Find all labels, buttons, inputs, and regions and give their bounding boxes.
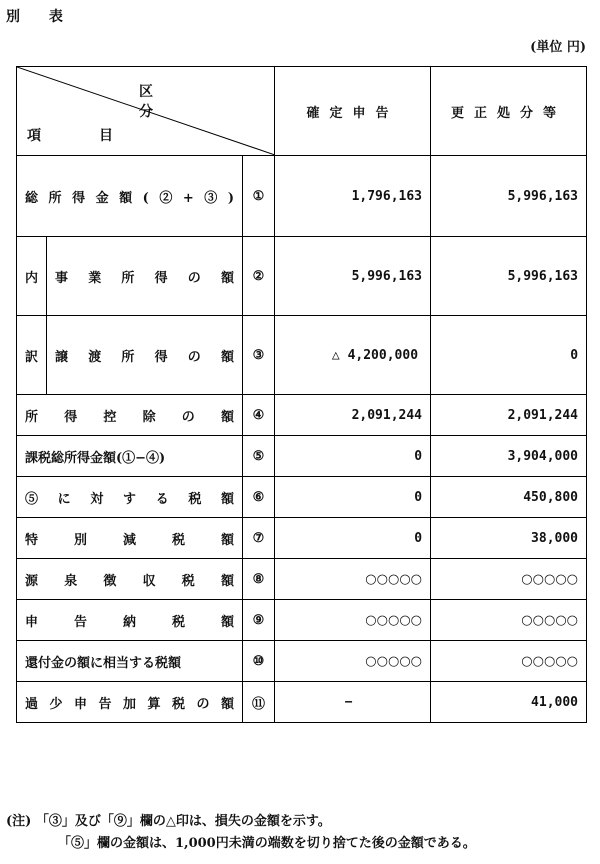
row-label: ⑤に対する税額: [17, 477, 243, 518]
note-line-2: 「⑤」欄の金額は、1,000円未満の端数を切り捨てた後の金額である。: [58, 836, 476, 851]
row-value-kousei: 3,904,000: [431, 436, 587, 477]
row-number: ①: [243, 156, 275, 237]
row-value-kakutei: ○○○○○: [275, 641, 431, 682]
note-line-1: (注) 「③」及び「⑨」欄の△印は、損失の金額を示す。: [6, 814, 331, 829]
unit-label: (単位 円): [530, 40, 586, 55]
header-kubun: 区分: [139, 84, 221, 120]
row-label: 事業所得の額: [47, 237, 243, 316]
header-kakutei: 確定申告: [275, 67, 431, 156]
table-row: [17, 395, 587, 436]
row-value-kakutei: ○○○○○: [275, 600, 431, 641]
table-row: [17, 641, 587, 682]
row-label: 所得控除の額: [17, 395, 243, 436]
row-value-kakutei: 1,796,163: [275, 156, 431, 237]
header-diagonal-cell: [17, 67, 275, 156]
header-kousei: 更正処分等: [431, 67, 587, 156]
row-value-kousei: 5,996,163: [431, 156, 587, 237]
row-number: ⑦: [243, 518, 275, 559]
row-value-kousei: 2,091,244: [431, 395, 587, 436]
table-row: [17, 682, 587, 723]
row-number: ⑤: [243, 436, 275, 477]
uchiwake-top: 内: [17, 237, 47, 316]
row-value-kousei: 38,000: [431, 518, 587, 559]
header-koumoku: 項目: [27, 128, 171, 144]
row-label: 源泉徴収税額: [17, 559, 243, 600]
row-value-kakutei: 0: [275, 477, 431, 518]
row-value-kousei: 5,996,163: [431, 237, 587, 316]
row-value-kousei: 41,000: [431, 682, 587, 723]
row-number: ⑥: [243, 477, 275, 518]
row-number: ④: [243, 395, 275, 436]
row-number: ⑧: [243, 559, 275, 600]
uchiwake-bottom: 訳: [17, 316, 47, 395]
row-label: 総所得金額(②+③): [17, 156, 243, 237]
table-row: [17, 518, 587, 559]
row-value-kousei: 0: [431, 316, 587, 395]
table-row: [17, 316, 587, 395]
row-value-kousei: ○○○○○: [431, 641, 587, 682]
row-value-kousei: ○○○○○: [431, 600, 587, 641]
row-number: ③: [243, 316, 275, 395]
row-label: 譲渡所得の額: [47, 316, 243, 395]
row-value-kousei: 450,800: [431, 477, 587, 518]
table-row: [17, 156, 587, 237]
table-row: [17, 600, 587, 641]
row-label: 申告納税額: [17, 600, 243, 641]
table-row: [17, 477, 587, 518]
row-label: 還付金の額に相当する税額: [17, 641, 243, 682]
row-value-kakutei: 0: [275, 518, 431, 559]
table-row: [17, 559, 587, 600]
row-value-kakutei: 0: [275, 436, 431, 477]
row-value-kousei: ○○○○○: [431, 559, 587, 600]
row-value-kakutei: △ 4,200,000: [275, 316, 431, 395]
row-value-kakutei: −: [275, 682, 431, 723]
row-label: 過少申告加算税の額: [17, 682, 243, 723]
table-row: [17, 237, 587, 316]
row-label: 特別減税額: [17, 518, 243, 559]
row-number: ⑪: [243, 682, 275, 723]
row-number: ⑨: [243, 600, 275, 641]
tax-table: [16, 66, 587, 723]
row-value-kakutei: 2,091,244: [275, 395, 431, 436]
row-value-kakutei: 5,996,163: [275, 237, 431, 316]
row-value-kakutei: ○○○○○: [275, 559, 431, 600]
row-number: ②: [243, 237, 275, 316]
row-label: 課税総所得金額(①−④): [17, 436, 243, 477]
table-row: [17, 436, 587, 477]
row-number: ⑩: [243, 641, 275, 682]
page-title: 別 表: [6, 9, 75, 25]
